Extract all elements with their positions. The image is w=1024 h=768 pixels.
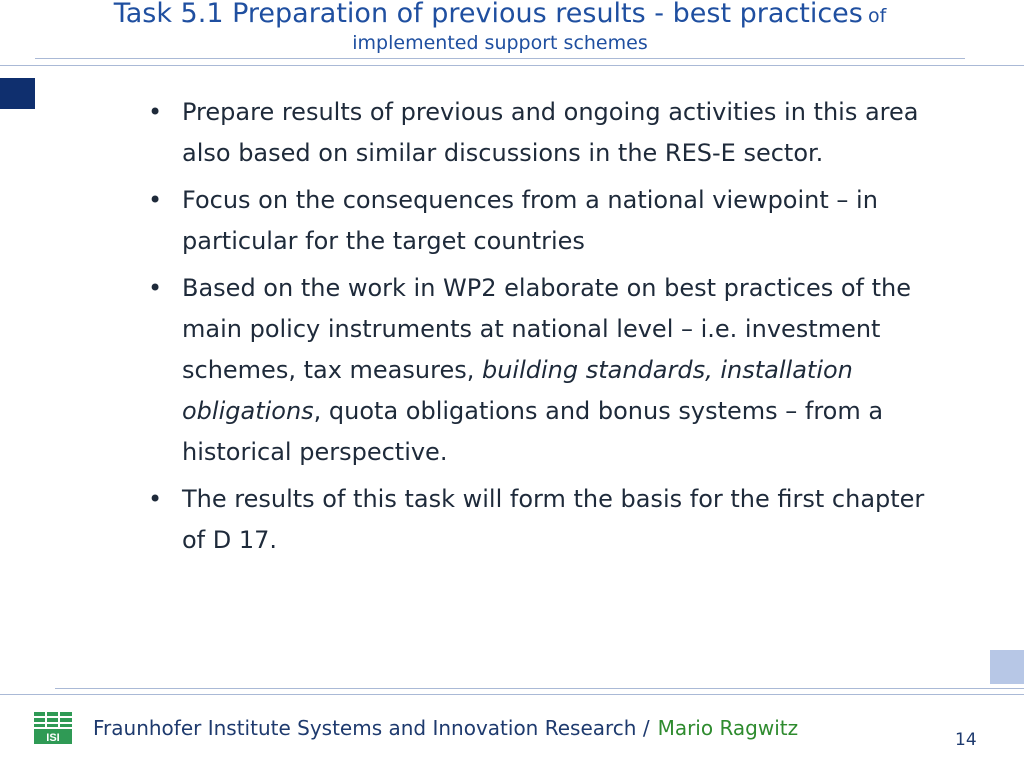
title-suffix: of <box>867 5 887 27</box>
footer-divider-bottom <box>0 694 1024 695</box>
institute-name: Fraunhofer Institute Systems and Innovation Research / <box>93 716 650 740</box>
page-number: 14 <box>955 730 977 750</box>
bullet-dot-icon: • <box>148 485 163 513</box>
light-accent-square <box>990 650 1024 684</box>
dark-accent-square <box>0 78 35 109</box>
title-divider-bottom <box>0 65 1024 66</box>
title-divider-top <box>35 58 965 59</box>
bullet-dot-icon: • <box>148 274 163 302</box>
bullet-text: The results of this task will form the basis for the first chapter of D 17. <box>182 485 925 554</box>
bullet-dot-icon: • <box>148 186 163 214</box>
bullet-item <box>148 268 948 473</box>
title-subtitle: implemented support schemes <box>352 32 648 54</box>
title-main: Task 5.1 Preparation of previous results - best practices <box>113 0 863 29</box>
author-name: Mario Ragwitz <box>657 716 799 740</box>
bullet-text-before: Based on the work in WP2 elaborate on best practices of the main policy instruments at national level – i.e. investment schemes, tax measures, <box>182 274 911 384</box>
bullet-item <box>148 479 948 561</box>
logo-text: ISI <box>46 732 60 744</box>
footer-divider-top <box>55 688 1024 689</box>
bullet-text: Focus on the consequences from a national viewpoint – in particular for the target countries <box>182 186 878 255</box>
bullet-item <box>148 92 948 174</box>
bullet-item <box>148 180 948 262</box>
bullet-text-italic: building standards, installation obligations <box>182 356 853 425</box>
fraunhofer-isi-logo-icon <box>34 712 72 744</box>
bullet-list <box>148 92 948 567</box>
footer-attribution <box>93 716 798 740</box>
bullet-text-after: , quota obligations and bonus systems – from a historical perspective. <box>182 397 884 466</box>
bullet-text: Prepare results of previous and ongoing activities in this area also based on similar discussions in the RES-E sector. <box>182 98 919 167</box>
bullet-dot-icon: • <box>148 98 163 126</box>
slide-title <box>0 0 1000 53</box>
